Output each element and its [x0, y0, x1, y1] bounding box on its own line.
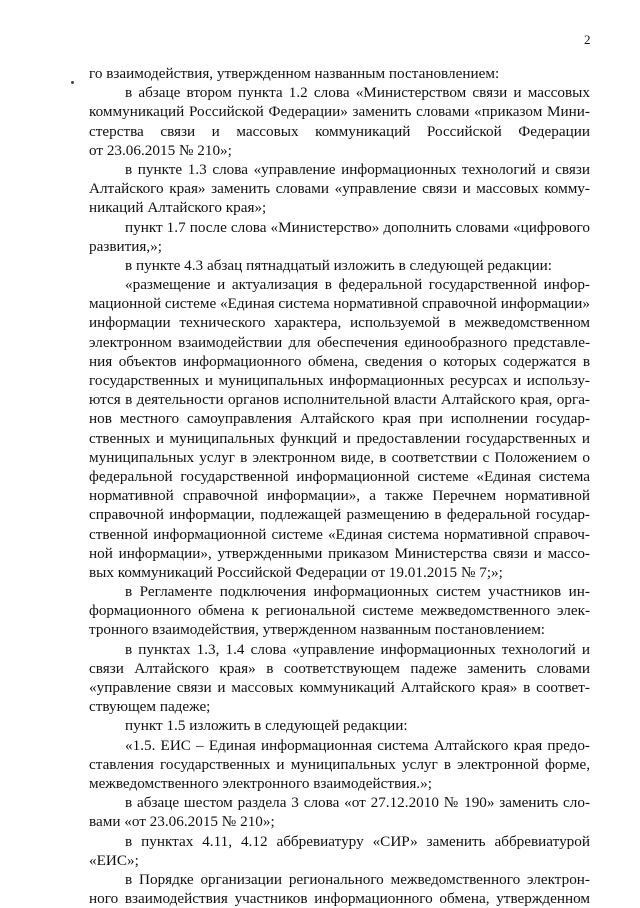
text-line: «управление связи и массовых коммуникаций Алтайского края» в соответ- — [89, 679, 590, 696]
text-line: коммуникаций Российской Федерации» заменить словами «приказом Мини- — [89, 103, 590, 121]
text-line: вами «от 23.06.2015 № 210»; — [89, 813, 275, 831]
text-line: государственных и муниципальных информационных ресурсах и использу- — [89, 372, 590, 389]
text-line: ставления государственных и муниципальных услуг в электронной форме, — [89, 755, 590, 773]
text-line: ния объектов информационного обмена, сведения о которых содержатся в — [89, 352, 590, 370]
text-line: от 23.06.2015 № 210»; — [89, 141, 232, 159]
text-line: «ЕИС»; — [89, 851, 139, 869]
text-line: пункт 1.7 после слова «Министерство» дополнить словами «цифрового — [125, 218, 590, 236]
text-line: мационной системе «Единая система нормативной справочной информации» — [89, 295, 590, 313]
text-line: ются в деятельности органов исполнительной власти Алтайского края, орга- — [89, 391, 590, 409]
text-line: тронного взаимодействия, утвержденном названным постановлением: — [89, 621, 546, 639]
text-line: в Регламенте подключения информационных систем участников ин- — [125, 583, 590, 601]
text-line: стерства связи и массовых коммуникаций Российской Федерации — [89, 122, 590, 140]
text-line: ственных и муниципальных функций и предоставлении государственных и — [89, 429, 590, 447]
text-line: ного взаимодействия участников информационного обмена, утвержденном — [89, 890, 590, 908]
text-line: муниципальных услуг в электронном виде, в соответствии с Положением о — [89, 448, 590, 466]
text-line: справочной информации, подлежащей размещению в федеральной государ- — [89, 506, 590, 524]
text-line: в пунктах 1.3, 1.4 слова «управление информационных технологий и — [125, 640, 590, 658]
text-line: связи Алтайского края» в соответствующем падеже заменить словами — [89, 659, 590, 677]
text-line: в пункте 1.3 слова «управление информационных технологий и связи — [125, 160, 590, 178]
text-line: межведомственного электронного взаимодействия.»; — [89, 774, 432, 792]
text-line: нов местного самоуправления Алтайского края при исполнении государ- — [89, 410, 590, 428]
text-line: вых коммуникаций Российской Федерации от 19.01.2015 № 7;»; — [89, 563, 503, 581]
text-line: в пункте 4.3 абзац пятнадцатый изложить в следующей редакции: — [125, 256, 553, 274]
text-line: электронном взаимодействии для обеспечения единообразного представле- — [89, 333, 590, 351]
scan-speck — [71, 81, 74, 84]
text-line: нормативной справочной информации», а также Перечнем нормативной — [89, 487, 590, 505]
text-line: информации технического характера, используемой в межведомственном — [89, 314, 590, 332]
text-line: «1.5. ЕИС – Единая информационная система Алтайского края предо- — [125, 736, 590, 754]
text-line: Алтайского края» заменить словами «управление связи и массовых комму- — [89, 180, 590, 198]
text-line: формационного обмена к региональной системе межведомственного элек- — [89, 602, 590, 620]
text-line: ственной информационной системе «Единая система нормативной справоч- — [89, 525, 590, 543]
text-line: го взаимодействия, утвержденном названным постановлением: — [89, 65, 500, 82]
text-line: «размещение и актуализация в федеральной государственной инфор- — [125, 276, 590, 294]
text-line: ствующем падеже; — [89, 698, 211, 716]
text-line: развития,»; — [89, 237, 162, 255]
text-line: никаций Алтайского края»; — [89, 199, 267, 217]
text-line: пункт 1.5 изложить в следующей редакции: — [125, 717, 408, 735]
text-line: в абзаце шестом раздела 3 слова «от 27.12.2010 № 190» заменить сло- — [125, 794, 590, 812]
text-line: ной информации», утвержденными приказом Министерства связи и массо- — [89, 544, 590, 562]
text-line: в пунктах 4.11, 4.12 аббревиатуру «СИР» заменить аббревиатурой — [125, 832, 590, 850]
page-number: 2 — [584, 32, 591, 47]
document-body — [89, 64, 590, 908]
text-line: федеральной государственной информационной системе «Единая система — [89, 467, 590, 485]
text-line: в абзаце втором пункта 1.2 слова «Министерством связи и массовых — [125, 84, 590, 102]
text-line: в Порядке организации регионального межведомственного электрон- — [125, 870, 590, 888]
